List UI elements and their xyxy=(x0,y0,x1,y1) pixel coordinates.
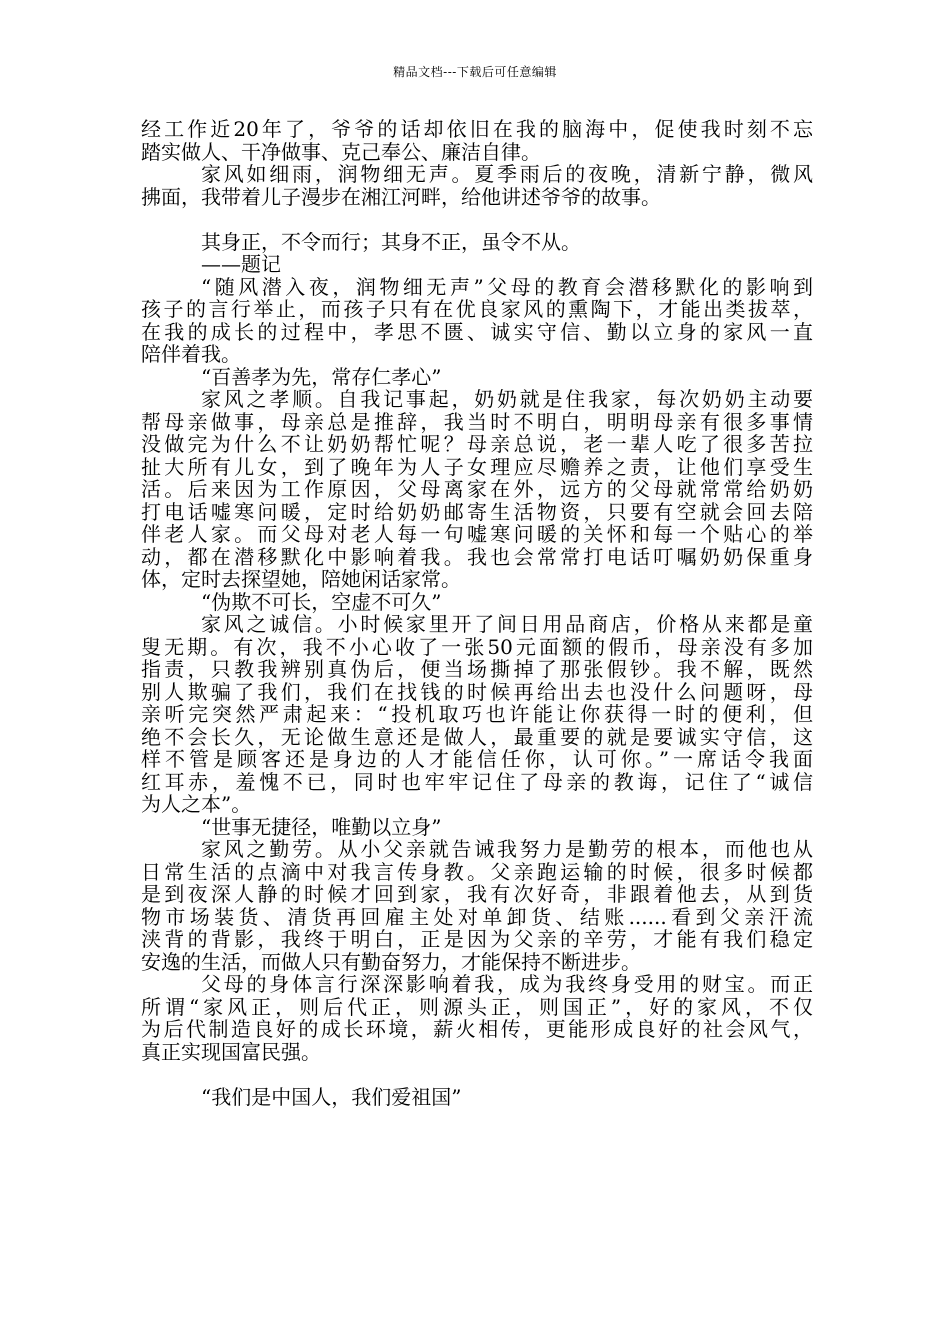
paragraph-line: 真正实现国富民强。 xyxy=(141,1039,321,1064)
paragraph-line: 样不管是顾客还是身边的人才能信任你，认可你。”一席话令我面 xyxy=(141,747,813,771)
paragraph-line: 帮母亲做事，母亲总是推辞，我当时不明白，明明母亲有很多事情 xyxy=(141,409,813,434)
paragraph-line: 拂面，我带着儿子漫步在湘江河畔，给他讲述爷爷的故事。 xyxy=(141,184,661,209)
paragraph-line: 安逸的生活，而做人只有勤奋努力，才能保持不断进步。 xyxy=(141,949,641,974)
blank-line xyxy=(141,1063,813,1086)
paragraph-line: 指责，只教我辨别真伪后，便当场撕掉了那张假钞。我不解，既然 xyxy=(141,657,813,681)
paragraph-first-line: 父母的身体言行深深影响着我，成为我终身受用的财宝。而正 xyxy=(201,972,813,996)
paragraph-first-line: 家风如细雨，润物细无声。夏季雨后的夜晚，清新宁静，微风 xyxy=(201,162,813,186)
page-header: 精品文档---下载后可任意编辑 xyxy=(393,65,557,79)
paragraph-first-line: “随风潜入夜，润物细无声”父母的教育会潜移默化的影响到 xyxy=(201,274,813,299)
paragraph-line: 为后代制造良好的成长环境，薪火相传，更能形成良好的社会风气， xyxy=(141,1017,813,1041)
paragraph-first-line: ——题记 xyxy=(201,252,281,276)
paragraph-line: 伴老人家。而父母对老人每一句嘘寒问暖的关怀和每一个贴心的举 xyxy=(141,522,813,546)
paragraph-line: 扯大所有儿女，到了晚年为人子女理应尽赡养之责，让他们享受生 xyxy=(141,454,813,479)
paragraph-line: 活。后来因为工作原因，父母离家在外，远方的父母就常常给奶奶 xyxy=(141,477,813,501)
paragraph-line: 浃背的背影，我终于明白，正是因为父亲的辛劳，才能有我们稳定 xyxy=(141,927,813,951)
paragraph-first-line: “伪欺不可长，空虚不可久” xyxy=(201,589,442,614)
paragraph-first-line: 家风之孝顺。自我记事起，奶奶就是住我家，每次奶奶主动要 xyxy=(201,387,813,411)
paragraph-line: 体，定时去探望她，陪她闲话家常。 xyxy=(141,567,461,591)
paragraph-first-line: 家风之诚信。小时候家里开了间日用品商店，价格从来都是童 xyxy=(201,612,813,636)
paragraph-line: 叟无期。有次，我不小心收了一张50元面额的假币，母亲没有多加 xyxy=(141,634,813,659)
paragraph-line: 日常生活的点滴中对我言传身教。父亲跑运输的时候，很多时候都 xyxy=(141,859,813,884)
paragraph-line: 绝不会长久，无论做生意还是做人，最重要的就是要诚实守信，这 xyxy=(141,724,813,749)
paragraph-line: 打电话嘘寒问暖，定时给奶奶邮寄生活物资，只要有空就会回去陪 xyxy=(141,499,813,524)
paragraph-line: 踏实做人、干净做事、克己奉公、廉洁自律。 xyxy=(141,139,541,164)
blank-line xyxy=(141,208,813,231)
paragraph-line: 在我的成长的过程中，孝思不匮、诚实守信、勤以立身的家风一直 xyxy=(141,319,813,344)
paragraph-line: 红耳赤，羞愧不已，同时也牢牢记住了母亲的教诲，记住了“诚信 xyxy=(141,769,813,794)
paragraph-first-line: “世事无捷径，唯勤以立身” xyxy=(201,814,442,839)
paragraph-first-line: 其身正，不令而行；其身不正，虽令不从。 xyxy=(201,229,581,254)
paragraph-line: 没做完为什么不让奶奶帮忙呢？母亲总说，老一辈人吃了很多苦拉 xyxy=(141,432,813,456)
paragraph-line: 是到夜深人静的时候才回到家，我有次好奇，非跟着他去，从到货 xyxy=(141,882,813,906)
paragraph-line: 经工作近20年了，爷爷的话却依旧在我的脑海中，促使我时刻不忘 xyxy=(141,117,813,141)
paragraph-first-line: “百善孝为先，常存仁孝心” xyxy=(201,364,442,389)
paragraph-line: 物市场装货、清货再回雇主处对单卸货、结账......看到父亲汗流 xyxy=(141,904,813,929)
paragraph-first-line: “我们是中国人，我们爱祖国” xyxy=(201,1084,462,1109)
paragraph-line: 为人之本”。 xyxy=(141,792,252,816)
paragraph-line: 亲听完突然严肃起来：“投机取巧也许能让你获得一时的便利，但 xyxy=(141,702,813,726)
paragraph-line: 陪伴着我。 xyxy=(141,342,241,366)
paragraph-line: 动，都在潜移默化中影响着我。我也会常常打电话叮嘱奶奶保重身 xyxy=(141,544,813,569)
paragraph-line: 孩子的言行举止，而孩子只有在优良家风的熏陶下，才能出类拔萃， xyxy=(141,297,813,321)
paragraph-line: 所谓“家风正，则后代正，则源头正，则国正”，好的家风，不仅 xyxy=(141,994,813,1019)
paragraph-line: 别人欺骗了我们，我们在找钱的时候再给出去也没什么问题呀，母 xyxy=(141,679,813,704)
paragraph-first-line: 家风之勤劳。从小父亲就告诫我努力是勤劳的根本，而他也从 xyxy=(201,837,813,861)
document-body xyxy=(141,118,813,1108)
